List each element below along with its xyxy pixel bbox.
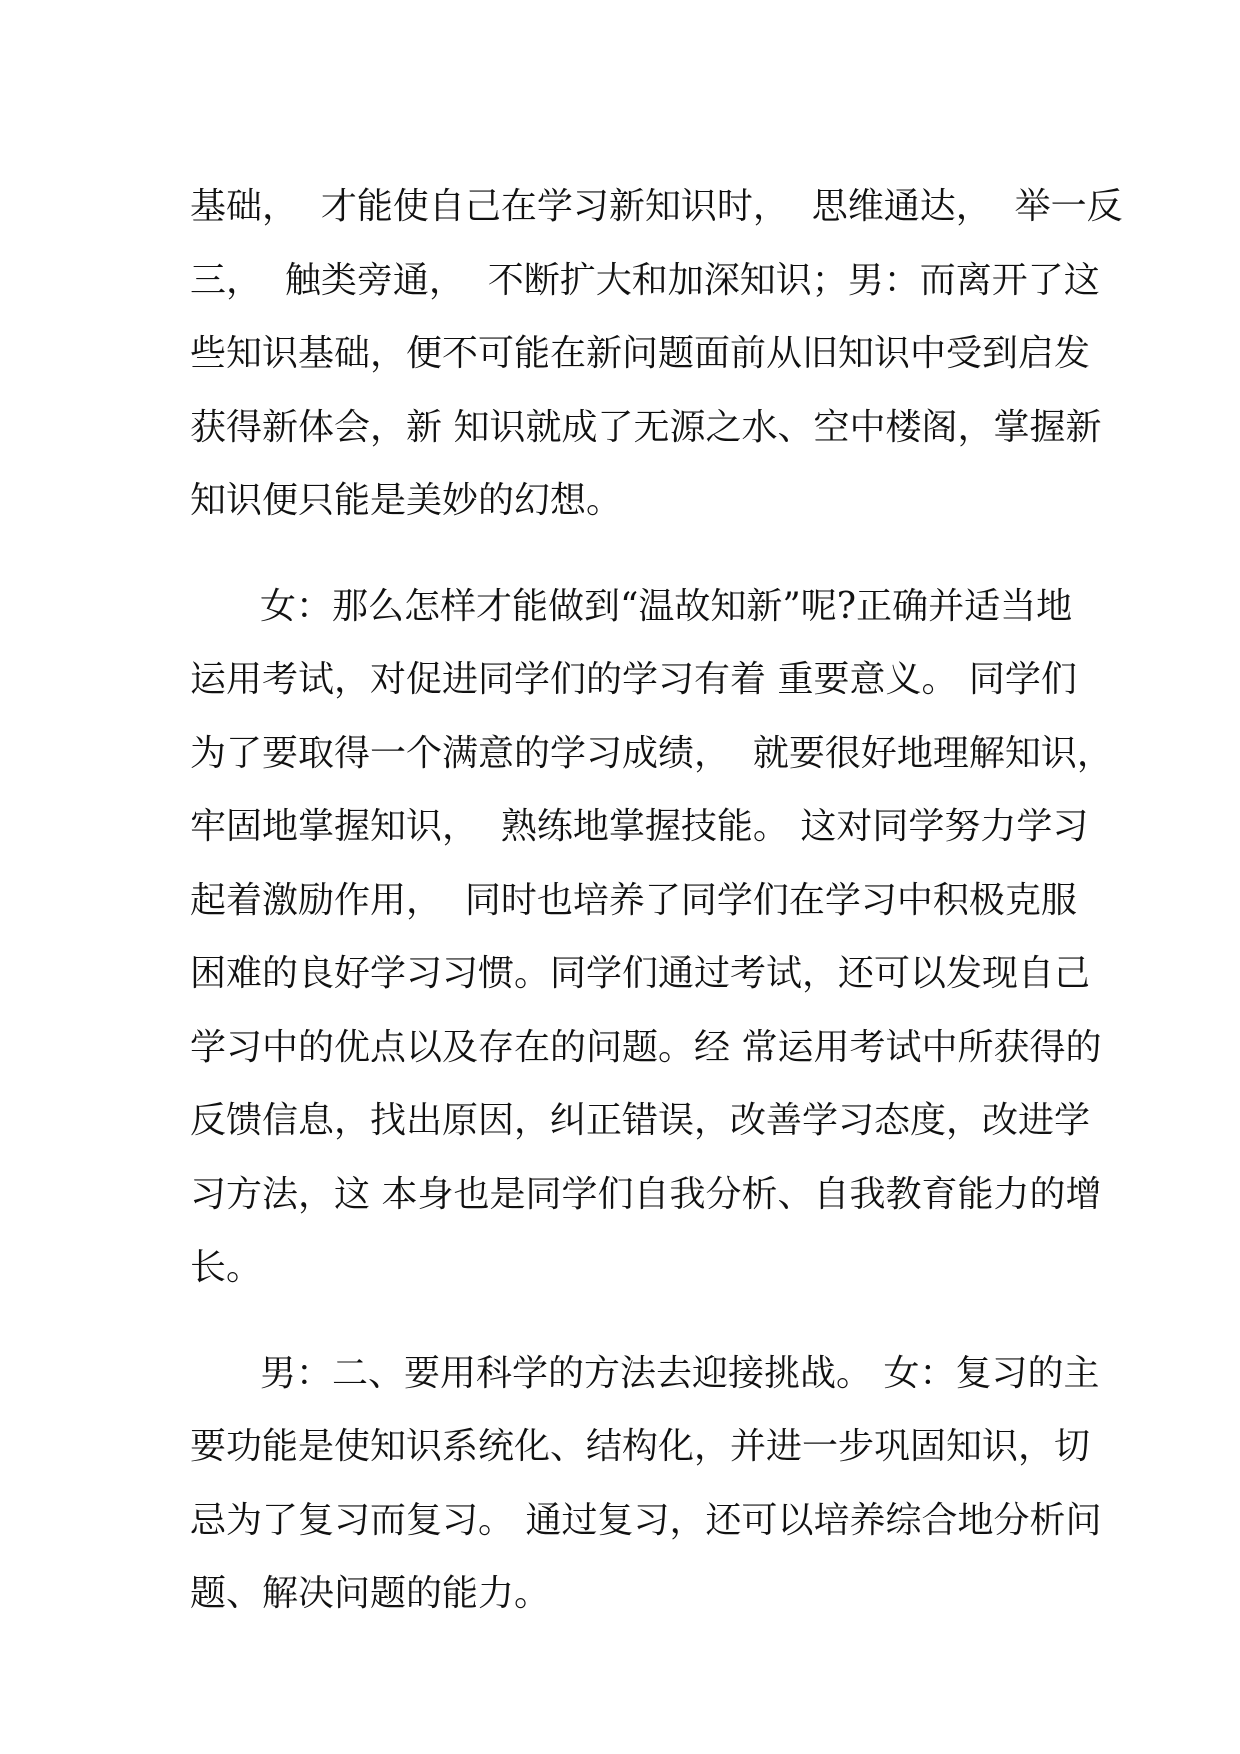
paragraph-line: 运用考试，对促进同学们的学习有着 重要意义。 同学们 [190,659,1077,700]
paragraph-line: 反馈信息，找出原因，纠正错误，改善学习态度，改进学 [190,1100,1091,1141]
paragraph-line: 三， 触类旁通， 不断扩大和加深知识；男：而离开了这 [190,259,1100,301]
paragraph-line: 男：二、要用科学的方法去迎接挑战。 女：复习的主 [260,1352,1100,1394]
paragraph-line: 困难的良好学习习惯。同学们通过考试，还可以发现自己 [190,953,1091,994]
paragraph-line: 忌为了复习而复习。 通过复习，还可以培养综合地分析问 [190,1499,1102,1541]
paragraph-line: 题、解决问题的能力。 [190,1573,551,1614]
paragraph-line: 获得新体会，新 知识就成了无源之水、空中楼阁，掌握新 [190,406,1102,448]
paragraph-line: 知识便只能是美妙的幻想。 [190,480,623,521]
paragraph-line: 要功能是使知识系统化、结构化，并进一步巩固知识，切 [190,1426,1091,1467]
paragraph-line: 些知识基础，便不可能在新问题面前从旧知识中受到启发 [190,333,1091,374]
paragraph-line: 习方法，这 本身也是同学们自我分析、自我教育能力的增 [190,1173,1102,1215]
paragraph-2 [190,570,1113,1305]
paragraph-line: 为了要取得一个满意的学习成绩， 就要很好地理解知识， [190,732,1113,774]
paragraph-line: 女：那么怎样才能做到“温故知新”呢?正确并适当地 [260,585,1073,627]
paragraph-line: 起着激励作用， 同时也培养了同学们在学习中积极克服 [190,879,1077,921]
body-text [190,170,1123,1663]
paragraph-line: 牢固地掌握知识， 熟练地掌握技能。 这对同学努力学习 [190,806,1089,847]
paragraph-3 [190,1337,1102,1631]
paragraph-line: 基础， 才能使自己在学习新知识时， 思维通达， 举一反 [190,186,1123,227]
paragraph-line: 学习中的优点以及存在的问题。经 常运用考试中所获得的 [190,1026,1102,1068]
paragraph-line: 长。 [190,1247,263,1288]
paragraph-1 [190,170,1123,538]
